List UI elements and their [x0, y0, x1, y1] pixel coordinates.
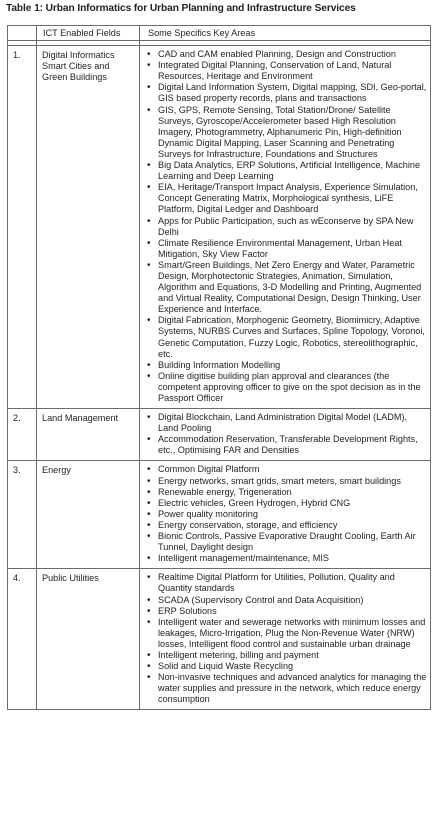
key-areas-cell	[140, 46, 431, 409]
list-item: • Renewable energy, Trigeneration	[146, 487, 427, 498]
list-item: • Accommodation Reservation, Transferable Development Rights, etc., Optimising FAR and Densities	[146, 434, 427, 456]
list-item: • Realtime Digital Platform for Utilities, Pollution, Quality and Quantity standards	[146, 572, 427, 594]
header-row	[8, 26, 431, 41]
list-item: • EIA, Heritage/Transport Impact Analysis, Experience Simulation, Concept Generating Matrix, Morphological synthesis, LiFE Platform, Digital Ledger and Dashboard	[146, 182, 427, 215]
row-number: 4.	[8, 569, 37, 710]
list-item: • Building Information Modelling	[146, 360, 427, 371]
list-item: • CAD and CAM enabled Planning, Design and Construction	[146, 49, 427, 60]
key-areas-list	[146, 412, 427, 456]
table-body	[8, 41, 431, 710]
ict-field: Digital Informatics Smart Cities and Green Buildings	[37, 46, 140, 409]
list-item: • Non-invasive techniques and advanced analytics for managing the water supplies and pressure in the network, which reduce energy consumption	[146, 672, 427, 705]
list-item: • Digital Blockchain, Land Administration Digital Model (LADM), Land Pooling	[146, 412, 427, 434]
list-item: • Integrated Digital Planning, Conservation of Land, Natural Resources, Heritage and Environment	[146, 60, 427, 82]
key-areas-list	[146, 49, 427, 404]
row-number: 1.	[8, 46, 37, 409]
list-item: • Climate Resilience Environmental Management, Urban Heat Mitigation, Sky View Factor	[146, 238, 427, 260]
header-number	[8, 26, 37, 41]
header-key-areas: Some Specifics Key Areas	[140, 26, 431, 41]
ict-field: Land Management	[37, 409, 140, 461]
list-item: • Energy networks, smart grids, smart meters, smart buildings	[146, 476, 427, 487]
ict-table	[7, 25, 431, 710]
header-ict-enabled-fields: ICT Enabled Fields	[37, 26, 140, 41]
list-item: • Digital Fabrication, Morphogenic Geometry, Biomimicry, Adaptive Systems, NURBS Curves and Surfaces, Spline Topology, Voronoi, Genetic Computation, Fuzzy Logic, Robotics, stereolithographic, etc.	[146, 315, 427, 359]
key-areas-cell	[140, 569, 431, 710]
list-item: • GIS, GPS, Remote Sensing, Total Station/Drone/ Satellite Surveys, Gyroscope/Accelerometer based High Resolution Imagery, Photogrammetry, Alphanumeric Pin, High-definition Dynamic Digital Mapping, Laser Scanning and Penetrating Surveys for Infrastructure, Foundations and Structures	[146, 105, 427, 160]
table-row	[8, 461, 431, 569]
list-item: • Intelligent metering, billing and payment	[146, 650, 427, 661]
list-item: • Smart/Green Buildings, Net Zero Energy and Water, Parametric Design, Morphotectonic Strategies, Animation, Simulation, Algorithm and Equations, 3-D Modelling and Printing, Augmented and Virtual Reality, Computational Design, Design Thinking, User Experience and Interface.	[146, 260, 427, 315]
list-item: • SCADA (Supervisory Control and Data Acquisition)	[146, 595, 427, 606]
list-item: • Big Data Analytics, ERP Solutions, Artificial Intelligence, Machine Learning and Deep Learning	[146, 160, 427, 182]
list-item: • Intelligent water and sewerage networks with minimum losses and leakages, Micro-Irrigation, Plug the Non-Revenue Water (NRW) losses, Intelligent flood control and sustainable urban drainage	[146, 617, 427, 650]
table-row	[8, 569, 431, 710]
table-row	[8, 46, 431, 409]
key-areas-list	[146, 464, 427, 564]
ict-field: Public Utilities	[37, 569, 140, 710]
key-areas-cell	[140, 409, 431, 461]
table-caption: Table 1: Urban Informatics for Urban Planning and Infrastructure Services	[6, 3, 356, 14]
key-areas-cell	[140, 461, 431, 569]
list-item: • Solid and Liquid Waste Recycling	[146, 661, 427, 672]
list-item: • Energy conservation, storage, and efficiency	[146, 520, 427, 531]
key-areas-list	[146, 572, 427, 705]
list-item: • Online digitise building plan approval and clearances (the competent approving officer to give on the spot decision as in the Passport Officer	[146, 371, 427, 404]
list-item: • Bionic Controls, Passive Evaporative Draught Cooling, Earth Air Tunnel, Daylight design	[146, 531, 427, 553]
table-row	[8, 409, 431, 461]
row-number: 2.	[8, 409, 37, 461]
list-item: • Power quality monitoring	[146, 509, 427, 520]
ict-field: Energy	[37, 461, 140, 569]
list-item: • Electric vehicles, Green Hydrogen, Hybrid CNG	[146, 498, 427, 509]
list-item: • Common Digital Platform	[146, 464, 427, 475]
list-item: • Intelligent management/maintenance, MIS	[146, 553, 427, 564]
list-item: • Apps for Public Participation, such as wEconserve by SPA New Delhi	[146, 216, 427, 238]
row-number: 3.	[8, 461, 37, 569]
list-item: • ERP Solutions	[146, 606, 427, 617]
list-item: • Digital Land Information System, Digital mapping, SDI, Geo-portal, GIS based property records, plans and transactions	[146, 82, 427, 104]
